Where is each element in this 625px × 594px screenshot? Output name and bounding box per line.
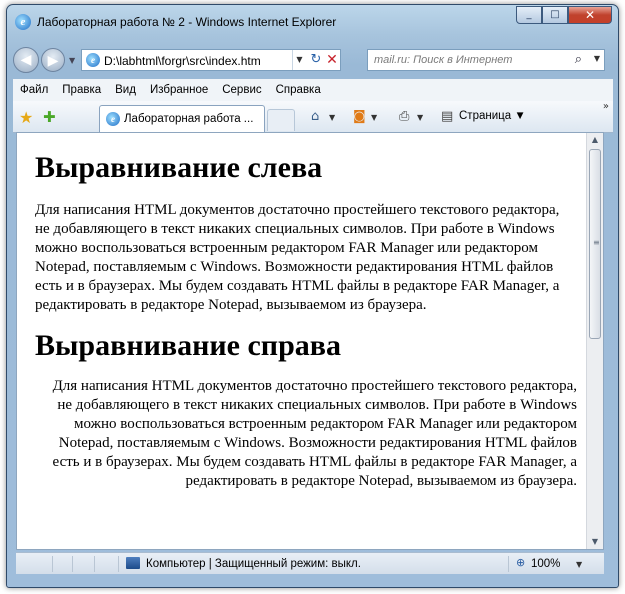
favorites-star-icon[interactable]: ★	[19, 108, 34, 127]
add-favorite-icon[interactable]: ✚	[43, 108, 56, 126]
heading-right: Выравнивание справа	[35, 329, 341, 362]
address-dropdown-icon[interactable]: ▼	[292, 50, 306, 70]
page-menu-label: Страница	[459, 110, 512, 122]
search-input[interactable]: mail.ru: Поиск в Интернет	[374, 54, 513, 66]
maximize-button[interactable]: □	[542, 6, 568, 24]
tab-page-icon: e	[106, 112, 120, 126]
menu-tools[interactable]: Сервис	[222, 84, 262, 96]
computer-zone-icon	[126, 557, 140, 569]
status-divider	[118, 556, 119, 572]
scroll-down-icon[interactable]: ▼	[591, 537, 599, 546]
status-divider	[52, 556, 53, 572]
menu-edit[interactable]: Правка	[62, 84, 102, 96]
page-content	[17, 133, 587, 549]
back-button[interactable]	[13, 47, 39, 73]
vertical-scrollbar[interactable]	[586, 133, 603, 549]
security-zone-text[interactable]: Компьютер | Защищенный режим: выкл.	[146, 558, 361, 570]
ie-logo-icon: e	[15, 14, 31, 30]
search-icon[interactable]: ⌕	[574, 52, 582, 67]
minimize-button[interactable]: _	[516, 6, 542, 24]
menu-favorites[interactable]: Избранное	[149, 84, 209, 96]
page-viewport	[16, 132, 604, 550]
status-divider	[72, 556, 73, 572]
page-icon: e	[86, 53, 100, 67]
stop-icon[interactable]: ✕	[326, 52, 338, 68]
print-dropdown-icon[interactable]: ▼	[417, 113, 424, 122]
status-bar	[16, 552, 604, 574]
status-divider	[508, 556, 509, 572]
window-title: Лабораторная работа № 2 - Windows Internet Explorer	[37, 15, 337, 29]
forward-button[interactable]	[41, 48, 65, 72]
tab-label: Лабораторная работа ...	[124, 113, 254, 125]
home-dropdown-icon[interactable]: ▼	[329, 113, 336, 122]
navigation-bar	[7, 43, 618, 77]
menu-help[interactable]: Справка	[275, 84, 321, 96]
history-dropdown-icon[interactable]: ▼	[69, 56, 76, 65]
address-input[interactable]: D:\labhtml\forgr\src\index.htm	[104, 54, 261, 68]
heading-left: Выравнивание слева	[35, 151, 323, 184]
status-divider	[94, 556, 95, 572]
toolbar-overflow-icon[interactable]: »	[602, 101, 609, 112]
title-bar[interactable]	[7, 5, 618, 39]
scroll-thumb[interactable]	[589, 149, 601, 339]
forward-arrow-icon: ▶	[47, 53, 59, 69]
search-dropdown-icon[interactable]: ▼	[593, 54, 600, 63]
zoom-dropdown-icon[interactable]: ▼	[576, 560, 583, 569]
print-icon[interactable]: ⎙	[399, 109, 410, 124]
paragraph-right: Для написания HTML документов достаточно простейшего текстового редактора, не добавляющего в текст никаких специальных символов. При работе в Windows можно воспользоваться встроенным редактором FAR Manager или редактором Notepad, поставляемым с Windows. Возможности редактирования HTML файлов есть и в браузерах. Мы будем создавать HTML файлы в редакторе FAR Manager, а редактировать в редакторе Notepad, вызываемом из браузера.	[52, 378, 577, 489]
zoom-icon[interactable]: ⊕	[516, 556, 526, 569]
home-icon[interactable]: ⌂	[311, 109, 320, 124]
command-bar	[13, 101, 613, 133]
page-menu-button[interactable]: Страница ▼	[459, 110, 526, 122]
scroll-up-icon[interactable]: ▲	[591, 135, 599, 144]
refresh-icon[interactable]: ↻	[310, 52, 322, 67]
close-button[interactable]: ✕	[568, 6, 612, 24]
new-tab-button[interactable]	[267, 109, 295, 131]
search-box[interactable]	[367, 49, 605, 71]
page-icon-toolbar[interactable]: ▤	[441, 109, 454, 124]
back-arrow-icon: ◀	[20, 52, 32, 68]
paragraph-left: Для написания HTML документов достаточно простейшего текстового редактора, не добавляющего в текст никаких специальных символов. При работе в Windows можно воспользоваться встроенным редактором FAR Manager или редактором Notepad, поставляемым с Windows. Возможности редактирования HTML файлов есть и в браузерах. Мы будем создавать HTML файлы в редакторе FAR Manager, а редактировать в редакторе Notepad, вызываемом из браузера.	[35, 202, 560, 313]
rss-feed-icon[interactable]: ◙	[353, 109, 366, 124]
tab-active[interactable]	[99, 105, 265, 133]
rss-dropdown-icon[interactable]: ▼	[371, 113, 378, 122]
menu-view[interactable]: Вид	[115, 84, 136, 96]
address-bar[interactable]	[81, 49, 341, 71]
scroll-grip-icon: ≡	[593, 238, 600, 247]
menu-file[interactable]: Файл	[20, 84, 49, 96]
menu-bar	[13, 79, 613, 101]
zoom-level[interactable]: 100%	[531, 558, 561, 570]
caption-buttons	[516, 6, 612, 26]
